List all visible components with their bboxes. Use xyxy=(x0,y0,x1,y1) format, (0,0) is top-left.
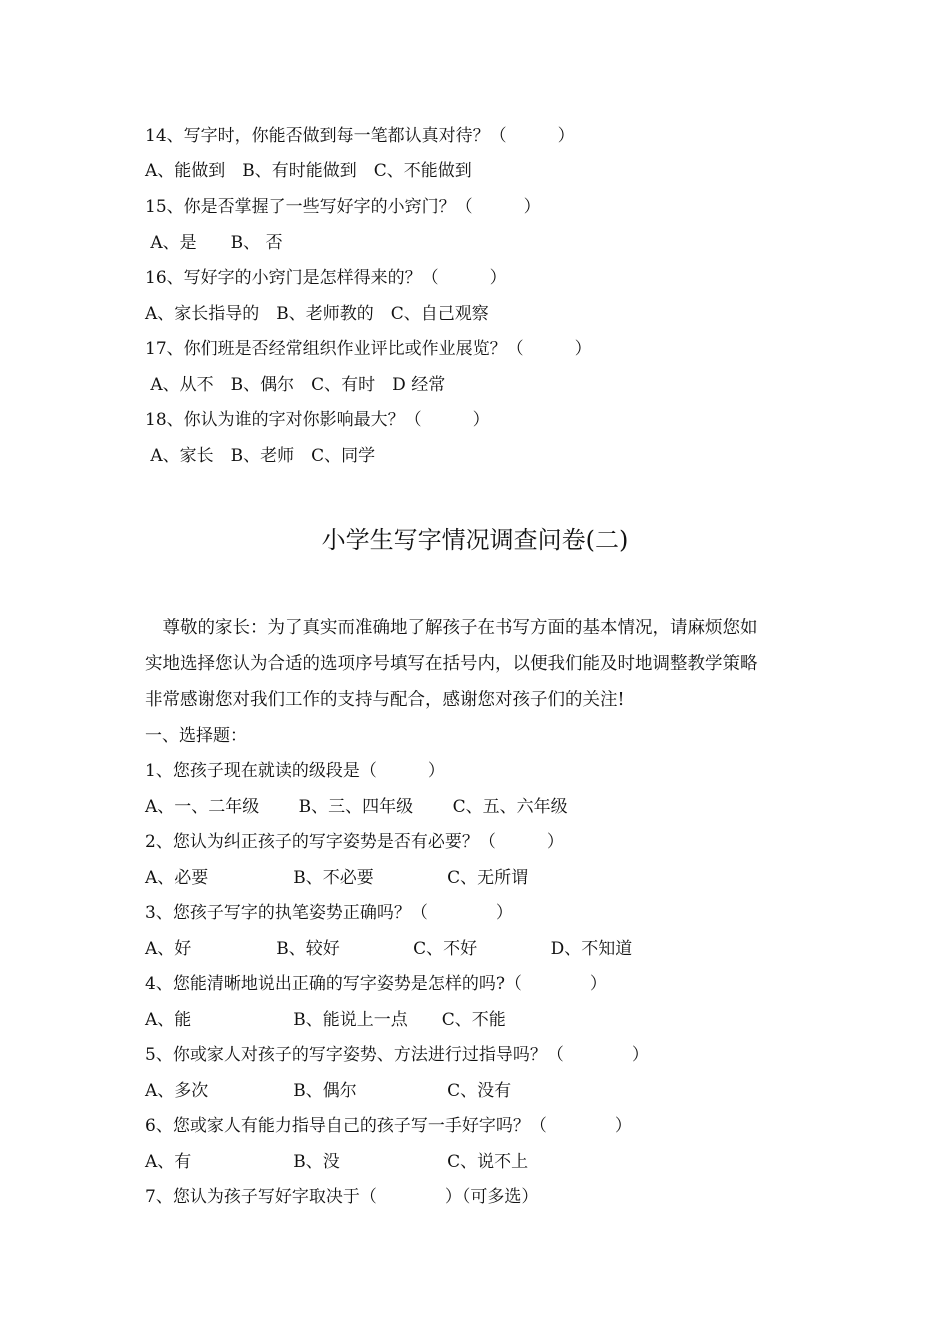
options-2: A、必要 B、不必要 C、无所谓 xyxy=(145,868,529,888)
section-heading: 一、选择题： xyxy=(145,726,247,746)
question-16: 16、写好字的小窍门是怎样得来的？（ ） xyxy=(145,268,507,288)
options-15: A、是 B、 否 xyxy=(145,233,283,253)
intro-line-2: 实地选择您认为合适的选项序号填写在括号内，以便我们能及时地调整教学策略 xyxy=(145,654,758,674)
question-5: 5、你或家人对孩子的写字姿势、方法进行过指导吗？（ ） xyxy=(145,1045,649,1065)
options-3: A、好 B、较好 C、不好 D、不知道 xyxy=(145,939,633,959)
intro-line-3: 非常感谢您对我们工作的支持与配合，感谢您对孩子们的关注! xyxy=(145,690,625,710)
question-1: 1、您孩子现在就读的级段是（ ） xyxy=(145,761,445,781)
options-4: A、能 B、能说上一点 C、不能 xyxy=(145,1010,506,1030)
questionnaire-title: 小学生写字情况调查问卷(二) xyxy=(321,526,629,554)
question-3: 3、您孩子写字的执笔姿势正确吗？（ ） xyxy=(145,903,513,923)
question-6: 6、您或家人有能力指导自己的孩子写一手好字吗？（ ） xyxy=(145,1116,632,1136)
question-7: 7、您认为孩子写好字取决于（ ）（可多选） xyxy=(145,1187,539,1207)
options-18: A、家长 B、老师 C、同学 xyxy=(145,446,376,466)
question-17: 17、你们班是否经常组织作业评比或作业展览？（ ） xyxy=(145,339,592,359)
question-4: 4、您能清晰地说出正确的写字姿势是怎样的吗?（ ） xyxy=(145,974,607,994)
options-1: A、一、二年级 B、三、四年级 C、五、六年级 xyxy=(145,797,568,817)
options-5: A、多次 B、偶尔 C、没有 xyxy=(145,1081,512,1101)
question-15: 15、你是否掌握了一些写好字的小窍门？（ ） xyxy=(145,197,541,217)
options-16: A、家长指导的 B、老师教的 C、自己观察 xyxy=(145,304,489,324)
options-14: A、能做到 B、有时能做到 C、不能做到 xyxy=(145,161,472,181)
question-18: 18、你认为谁的字对你影响最大？（ ） xyxy=(145,410,490,430)
options-17: A、从不 B、偶尔 C、有时 D 经常 xyxy=(145,375,446,395)
question-2: 2、您认为纠正孩子的写字姿势是否有必要？（ ） xyxy=(145,832,564,852)
intro-line-1: 尊敬的家长：为了真实而准确地了解孩子在书写方面的基本情况，请麻烦您如 xyxy=(145,618,758,638)
question-14: 14、写字时，你能否做到每一笔都认真对待？（ ） xyxy=(145,126,575,146)
options-6: A、有 B、没 C、说不上 xyxy=(145,1152,529,1172)
